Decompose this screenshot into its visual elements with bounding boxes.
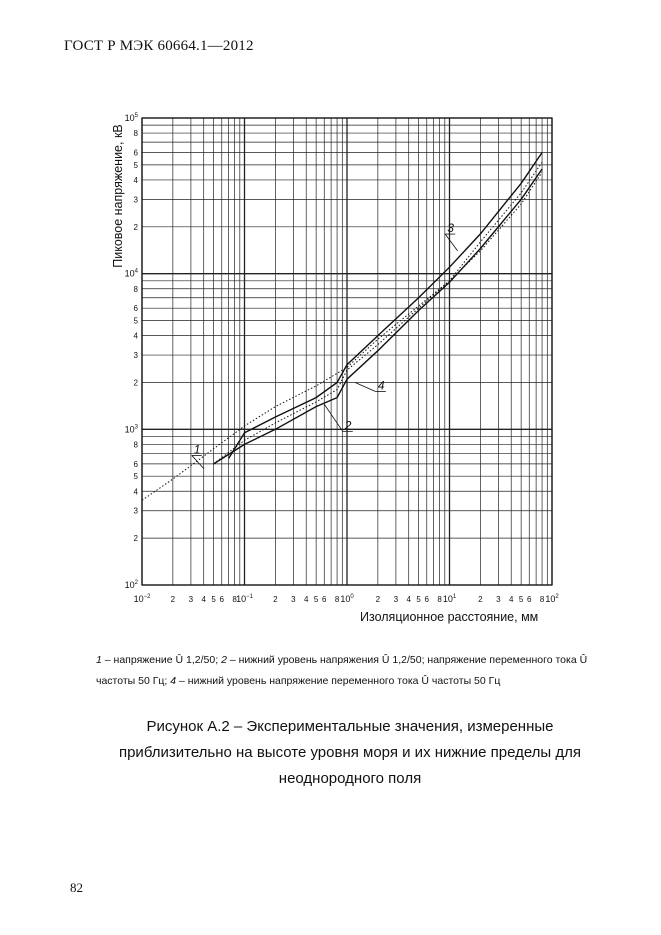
y-tick-label: 3 (133, 506, 138, 516)
y-tick-label: 6 (133, 148, 138, 158)
legend-num-4: 4 (170, 675, 177, 687)
y-tick-label: 8 (133, 129, 138, 139)
curve-label-4: 4 (377, 378, 385, 393)
x-tick-label: 4 (406, 595, 411, 604)
x-tick-label: $10^{-2}$ (133, 594, 151, 604)
figure-legend (96, 650, 616, 692)
legend-text-2: – нижний уровень напряжения Û 1,2/50; напряжение переменного тока Û частоты 50 Гц; (96, 654, 588, 687)
x-tick-label: 3 (496, 595, 501, 604)
curve-label-leader (445, 234, 457, 251)
y-tick-label: 5 (133, 316, 138, 326)
caption-line: Рисунок А.2 – Экспериментальные значения, измеренные (146, 718, 554, 735)
y-tick-label: 2 (133, 222, 138, 232)
curve-labels (192, 221, 458, 468)
curve-label-leader (355, 382, 376, 391)
x-tick-label: 8 (539, 595, 545, 604)
y-tick-label: 6 (133, 304, 138, 314)
x-tick-label: 2 (478, 595, 483, 604)
page-number: 82 (70, 880, 83, 895)
x-tick-label: 8 (232, 595, 237, 604)
x-tick-label: 6 (219, 595, 224, 604)
caption-line: неоднородного поля (278, 770, 422, 787)
x-tick-label: 6 (322, 595, 327, 604)
x-tick-label: 5 (211, 595, 216, 604)
x-tick-label: 4 (508, 595, 514, 604)
x-tick-label: 2 (170, 595, 176, 604)
caption-line: приблизительно на высоте уровня моря и их нижние пределы для (118, 744, 582, 761)
y-tick-label: $10^5$ (124, 113, 138, 123)
y-tick-label: 2 (133, 378, 138, 388)
x-tick-label: 5 (518, 595, 524, 604)
y-tick-label: $10^2$ (124, 580, 138, 590)
legend-num-1: 1 (96, 654, 102, 666)
y-tick-label: 8 (133, 284, 138, 294)
document-header: ГОСТ Р МЭК 60664.1—2012 (64, 38, 254, 54)
curve-label-1: 1 (193, 442, 201, 457)
y-tick-label: 6 (133, 459, 138, 469)
curve-label-3: 3 (447, 221, 454, 236)
y-tick-label: $10^4$ (124, 268, 138, 279)
x-tick-label: 8 (334, 595, 340, 604)
legend-text-4: – нижний уровень напряжение переменного тока Û частоты 50 Гц (176, 675, 501, 687)
y-tick-label: 5 (133, 160, 138, 170)
x-tick-label: 3 (188, 595, 194, 604)
x-tick-label: 4 (201, 595, 206, 604)
legend-num-2: 2 (221, 654, 227, 666)
x-tick-label: 6 (424, 595, 429, 604)
chart-grid (142, 118, 552, 585)
curve-label-2: 2 (344, 418, 352, 433)
legend-text-1: – напряжение Û 1,2/50; (101, 654, 222, 666)
x-tick-label: 2 (375, 595, 381, 604)
y-tick-label: 3 (133, 195, 138, 205)
y-tick-label: 4 (133, 331, 138, 341)
y-axis-label: Пиковое напряжение, кВ (111, 124, 125, 268)
y-tick-label: 4 (133, 175, 138, 185)
x-tick-label: 3 (393, 595, 399, 604)
x-tick-label: 3 (291, 595, 296, 604)
figure-caption (80, 714, 620, 792)
x-tick-label: 8 (437, 595, 442, 604)
y-tick-label: $10^3$ (124, 424, 138, 435)
x-tick-label: 5 (416, 595, 421, 604)
y-tick-label: 8 (133, 440, 138, 450)
x-tick-label: 6 (527, 595, 532, 604)
x-tick-label: $10^1$ (442, 594, 457, 604)
y-tick-label: 5 (133, 472, 138, 482)
x-tick-label: 5 (313, 595, 319, 604)
x-tick-label: $10^0$ (340, 594, 354, 604)
y-tick-label: 4 (133, 487, 138, 497)
x-tick-label: $10^2$ (545, 594, 559, 604)
y-tick-label: 2 (133, 534, 138, 544)
y-tick-label: 3 (133, 351, 138, 361)
curve-label-leader (324, 404, 342, 431)
x-tick-label: 4 (303, 595, 309, 604)
x-tick-label: $10^{-1}$ (236, 594, 253, 604)
x-axis-label: Изоляционное расстояние, мм (360, 610, 539, 624)
x-tick-label: 2 (273, 595, 278, 604)
